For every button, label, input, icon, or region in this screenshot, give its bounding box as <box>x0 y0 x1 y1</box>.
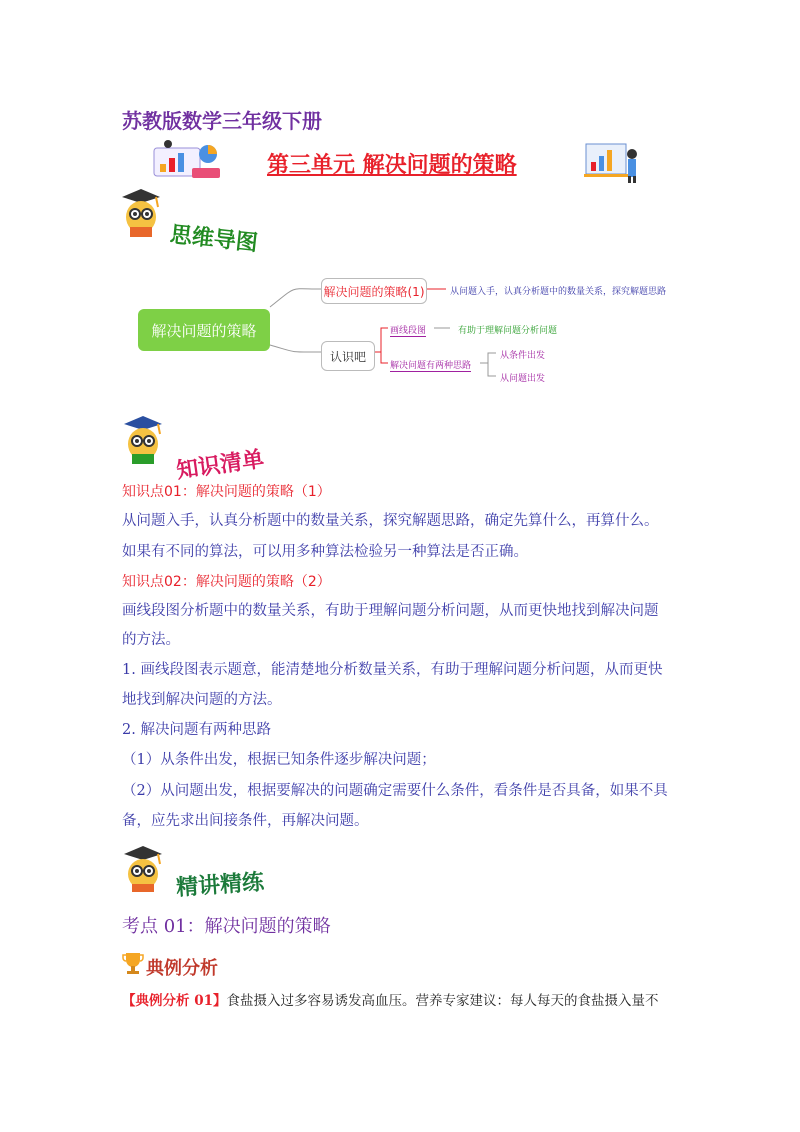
mindmap-sub2: 解决问题有两种思路 <box>390 358 471 372</box>
kp2-paragraph-2-cont: 地找到解决问题的方法。 <box>122 692 282 708</box>
mindmap-leaf2: 从问题出发 <box>500 374 546 384</box>
kp2-paragraph-3: 2. 解决问题有两种思路 <box>122 722 271 738</box>
kp2-title: 知识点02：解决问题的策略（2） <box>122 574 331 590</box>
example-tag: 【典例分析 01】 <box>122 993 227 1009</box>
owl-scholar-icon <box>120 844 166 894</box>
example-banner: 典例分析 <box>146 958 218 979</box>
analysis-illustration-icon <box>148 138 226 184</box>
owl-scholar-icon <box>118 187 164 239</box>
kp2-paragraph-5: （2）从问题出发，根据要解决的问题确定需要什么条件，看条件是否具备，如果不具 <box>122 783 668 799</box>
kp2-paragraph-1-cont: 的方法。 <box>122 632 180 648</box>
owl-scholar-icon <box>120 414 166 466</box>
kp1-paragraph-2: 如果有不同的算法，可以用多种算法检验另一种算法是否正确。 <box>122 544 528 560</box>
unit-title: 第三单元 解决问题的策略 <box>267 152 517 178</box>
book-title: 苏教版数学三年级下册 <box>122 109 322 133</box>
mindmap-sub1: 画线段图 <box>390 323 426 337</box>
mindmap-branch1-desc: 从问题入手，认真分析题中的数量关系，探究解题思路 <box>450 287 667 297</box>
exam-point-title: 考点 01：解决问题的策略 <box>122 916 331 937</box>
mindmap-sub1-desc: 有助于理解问题分析问题 <box>458 326 558 336</box>
kp1-paragraph-1: 从问题入手，认真分析题中的数量关系，探究解题思路，确定先算什么，再算什么。 <box>122 513 659 529</box>
kp1-title: 知识点01：解决问题的策略（1） <box>122 484 331 500</box>
mindmap-branch2: 认识吧 <box>321 341 375 371</box>
kp2-paragraph-5-cont: 备，应先求出间接条件，再解决问题。 <box>122 813 369 829</box>
mindmap-branch1: 解决问题的策略(1) <box>321 278 427 304</box>
knowledge-banner: 知识清单 <box>174 445 266 484</box>
kp2-paragraph-2: 1. 画线段图表示题意，能清楚地分析数量关系，有助于理解问题分析问题，从而更快 <box>122 662 663 678</box>
mindmap-banner: 思维导图 <box>168 221 259 257</box>
kp2-paragraph-1: 画线段图分析题中的数量关系，有助于理解问题分析问题，从而更快地找到解决问题 <box>122 603 659 619</box>
practice-banner: 精讲精练 <box>175 868 265 902</box>
teacher-board-illustration-icon <box>582 140 642 184</box>
mindmap-leaf1: 从条件出发 <box>500 351 546 361</box>
kp2-paragraph-4: （1）从条件出发，根据已知条件逐步解决问题； <box>122 752 436 768</box>
trophy-icon <box>122 950 144 976</box>
mindmap-root: 解决问题的策略 <box>138 309 270 351</box>
example-text: 食盐摄入过多容易诱发高血压。营养专家建议：每人每天的食盐摄入量不 <box>226 993 659 1009</box>
example-question <box>122 989 659 1009</box>
